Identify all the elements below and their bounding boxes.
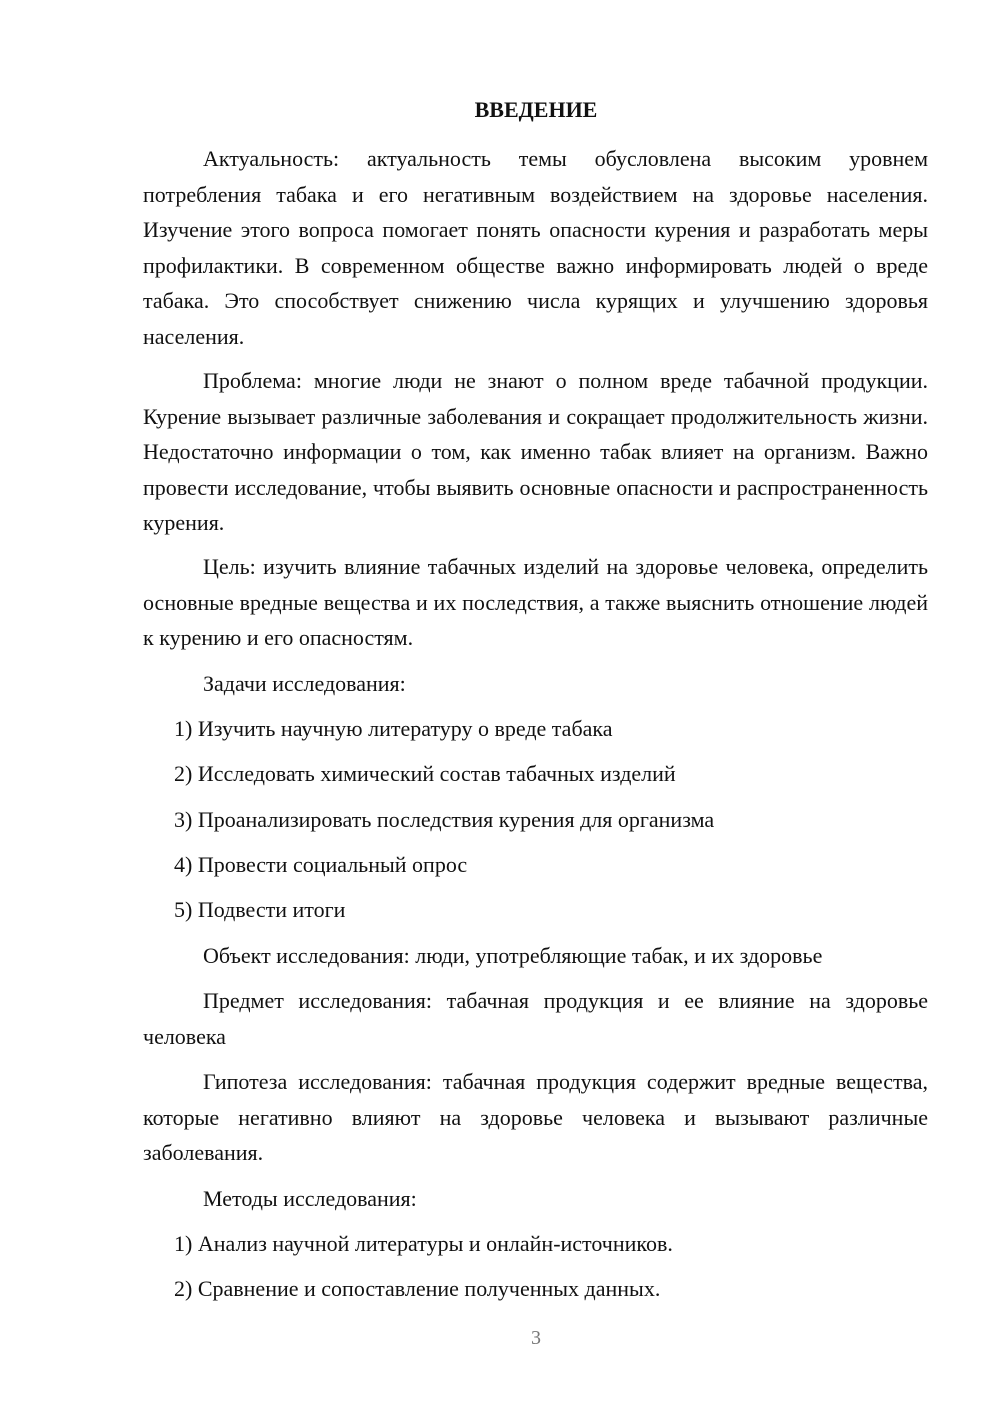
task-item: 3) Проанализировать последствия курения для организма — [174, 807, 715, 832]
task-item: 2) Исследовать химический состав табачных изделий — [174, 761, 676, 786]
task-item: 5) Подвести итоги — [174, 897, 346, 922]
hypothesis-paragraph: Гипотеза исследования: табачная продукция содержит вредные вещества, которые негативно влияют на здоровье человека и вызывают различные заболевания. — [143, 1069, 928, 1165]
tasks-heading: Задачи исследования: — [203, 671, 406, 696]
page-number: 3 — [531, 1327, 541, 1349]
relevance-paragraph: Актуальность: актуальность темы обусловлена высоким уровнем потребления табака и его негативным воздействием на здоровье населения. Изучение этого вопроса помогает понять опасности курения и разработать меры профилактики. В современном обществе важно информировать людей о вреде табака. Это способствует снижению числа курящих и улучшению здоровья населения. — [143, 146, 928, 349]
subject-paragraph: Предмет исследования: табачная продукция и ее влияние на здоровье человека — [143, 988, 928, 1049]
section-title: ВВЕДЕНИЕ — [474, 97, 598, 122]
goal-paragraph: Цель: изучить влияние табачных изделий на здоровье человека, определить основные вредные вещества и их последствия, а также выяснить отношение людей к курению и его опасностям. — [143, 554, 928, 650]
method-item: 1) Анализ научной литературы и онлайн-источников. — [174, 1231, 673, 1256]
task-item: 4) Провести социальный опрос — [174, 852, 468, 877]
method-item: 2) Сравнение и сопоставление полученных данных. — [174, 1276, 661, 1301]
methods-heading: Методы исследования: — [203, 1186, 417, 1211]
object-line: Объект исследования: люди, употребляющие табак, и их здоровье — [203, 943, 823, 968]
task-item: 1) Изучить научную литературу о вреде табака — [174, 716, 613, 741]
problem-paragraph: Проблема: многие люди не знают о полном вреде табачной продукции. Курение вызывает различные заболевания и сокращает продолжительность жизни. Недостаточно информации о том, как именно табак влияет на организм. Важно провести исследование, чтобы выявить основные опасности и распространенность курения. — [143, 368, 928, 535]
